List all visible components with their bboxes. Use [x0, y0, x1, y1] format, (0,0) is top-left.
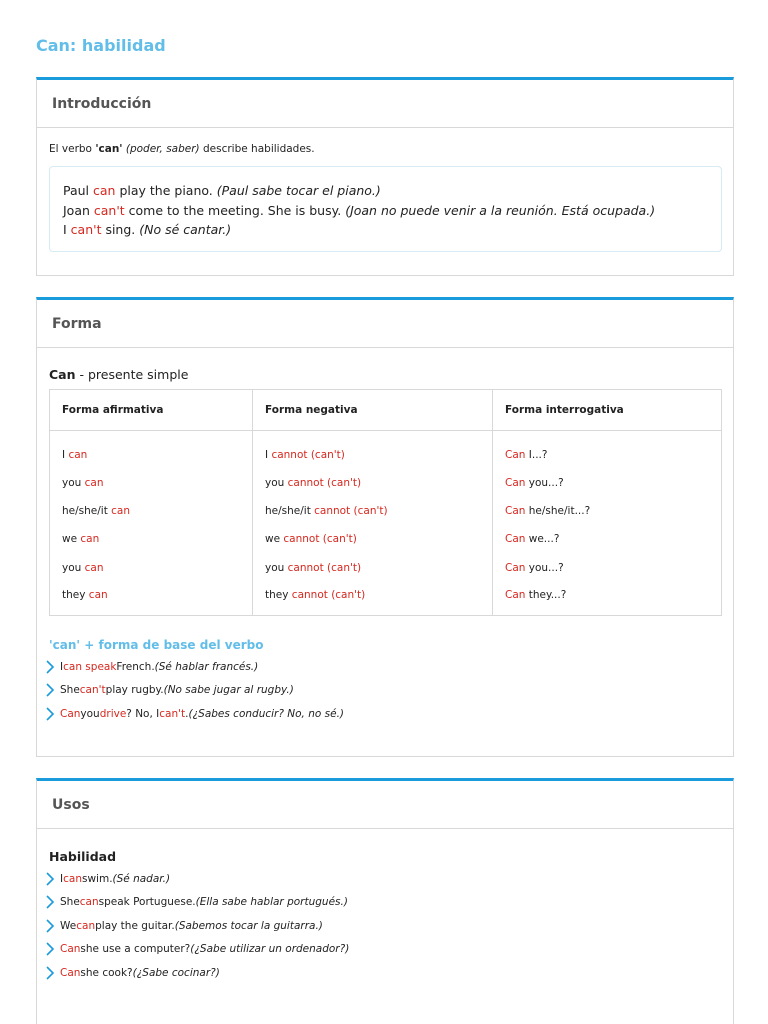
example-text: French. — [116, 660, 155, 673]
example-translation: (Sabemos tocar la guitarra.) — [174, 919, 323, 932]
example-highlight: can't — [159, 707, 186, 720]
cell-text: they — [62, 589, 89, 602]
example-highlight: can — [63, 872, 82, 885]
example-text: . — [185, 707, 189, 720]
example-text: play the piano. — [115, 183, 217, 198]
cell-highlight: cannot (can't) — [291, 589, 366, 602]
list-item — [45, 891, 349, 915]
table-cell — [493, 497, 722, 525]
example-translation: (Paul sabe tocar el piano.) — [216, 183, 381, 198]
example-text: I — [63, 222, 71, 237]
example-highlight: can speak — [63, 660, 117, 673]
example-translation: (¿Sabe utilizar un ordenador?) — [190, 943, 350, 956]
chevron-right-icon — [45, 919, 55, 933]
intro-translation: (poder, saber) — [122, 143, 200, 155]
example-translation: (No sabe jugar al rugby.) — [163, 684, 294, 697]
cell-highlight: Can — [505, 504, 526, 517]
example-text: swim. — [81, 872, 113, 885]
list-item — [45, 938, 349, 962]
cell-text: I — [62, 448, 69, 461]
table-cell — [50, 431, 253, 469]
forma-subhead — [49, 367, 188, 382]
table-cell — [493, 431, 722, 469]
example-highlight: can't — [79, 684, 106, 697]
example-highlight: Can — [60, 707, 81, 720]
table-row — [50, 497, 722, 525]
subhead-bold: Can — [49, 367, 76, 382]
column-header: Forma negativa — [253, 390, 493, 431]
example-translation: (Joan no puede venir a la reunión. Está ocupada.) — [345, 202, 656, 218]
cell-text: we — [265, 533, 284, 546]
usos-example-list — [45, 867, 349, 985]
example-highlight: can — [93, 183, 116, 198]
table-cell — [253, 582, 493, 616]
list-item — [45, 679, 344, 703]
example-translation: (Ella sabe hablar portugués.) — [195, 896, 348, 909]
forma-example-list — [45, 655, 344, 726]
cell-text: you — [265, 561, 288, 574]
cell-highlight: Can — [505, 448, 526, 461]
chevron-right-icon — [45, 660, 55, 674]
intro-example — [63, 220, 721, 240]
example-text: you — [80, 707, 100, 720]
chevron-right-icon — [45, 895, 55, 909]
example-translation: (¿Sabes conducir? No, no sé.) — [188, 707, 345, 720]
cell-highlight: cannot (can't) — [287, 561, 362, 574]
example-highlight: drive — [99, 707, 127, 720]
chevron-right-icon — [45, 942, 55, 956]
example-text: speak Portuguese. — [98, 896, 196, 909]
cell-highlight: Can — [505, 533, 526, 546]
table-cell — [253, 525, 493, 553]
rule-title: 'can' + forma de base del verbo — [49, 638, 264, 652]
example-text: ? No, I — [126, 707, 160, 720]
intro-example-box — [49, 166, 722, 252]
chevron-right-icon — [45, 966, 55, 980]
usos-header: Usos — [37, 781, 733, 829]
example-text: I — [60, 660, 64, 673]
table-cell — [50, 582, 253, 616]
table-cell — [253, 431, 493, 469]
table-cell — [493, 553, 722, 581]
forma-card — [36, 297, 734, 757]
cell-highlight: can — [68, 448, 88, 461]
example-highlight: Can — [60, 966, 81, 979]
intro-text-end: describe habilidades. — [199, 143, 315, 155]
example-translation: (No sé cantar.) — [139, 222, 232, 237]
subhead-rest: - presente simple — [75, 367, 189, 382]
cell-highlight: Can — [505, 476, 526, 489]
table-cell — [253, 469, 493, 497]
table-cell — [253, 553, 493, 581]
cell-highlight: can — [84, 476, 104, 489]
table-row — [50, 469, 722, 497]
table-cell — [50, 525, 253, 553]
cell-highlight: cannot (can't) — [314, 504, 388, 517]
list-item — [45, 961, 349, 985]
table-cell — [493, 525, 722, 553]
example-translation: (Sé hablar francés.) — [154, 660, 259, 673]
cell-highlight: can — [80, 533, 100, 546]
table-cell — [50, 497, 253, 525]
example-highlight: can't — [93, 202, 125, 218]
table-row — [50, 431, 722, 469]
example-text: Paul — [63, 183, 94, 198]
intro-example — [63, 201, 721, 221]
intro-description — [49, 143, 315, 155]
cell-highlight: can — [84, 561, 104, 574]
table-cell — [50, 553, 253, 581]
intro-text: El verbo — [49, 143, 96, 155]
table-cell — [253, 497, 493, 525]
cell-text: I...? — [525, 448, 548, 461]
cell-text: you...? — [525, 561, 564, 574]
table-row — [50, 525, 722, 553]
cell-text: they...? — [525, 589, 567, 602]
cell-text: they — [265, 589, 292, 602]
table-cell — [50, 469, 253, 497]
cell-highlight: Can — [505, 561, 526, 574]
cell-text: he/she/it — [265, 504, 315, 517]
example-text: She — [60, 896, 80, 909]
chevron-right-icon — [45, 683, 55, 697]
example-text: come to the meeting. She is busy. — [124, 202, 346, 218]
cell-highlight: cannot (can't) — [287, 476, 362, 489]
example-text: She — [60, 684, 80, 697]
list-item — [45, 702, 344, 726]
cell-text: he/she/it...? — [525, 504, 591, 517]
list-item — [45, 655, 344, 679]
example-text: I — [60, 872, 64, 885]
chevron-right-icon — [45, 707, 55, 721]
cell-text: he/she/it — [62, 504, 112, 517]
example-text: Joan — [63, 202, 94, 218]
example-translation: (¿Sabe cocinar?) — [132, 966, 220, 979]
table-row — [50, 582, 722, 616]
cell-highlight: cannot (can't) — [283, 533, 357, 546]
forma-header: Forma — [37, 300, 733, 348]
example-text: play the guitar. — [95, 919, 175, 932]
intro-header: Introducción — [37, 80, 733, 128]
table-row — [50, 553, 722, 581]
cell-text: you...? — [525, 476, 564, 489]
cell-text: you — [62, 476, 85, 489]
example-translation: (Sé nadar.) — [112, 872, 171, 885]
table-cell — [493, 582, 722, 616]
list-item — [45, 867, 349, 891]
example-text: she use a computer? — [80, 943, 191, 956]
usos-subhead: Habilidad — [49, 849, 117, 864]
example-text: sing. — [101, 222, 140, 237]
list-item — [45, 914, 349, 938]
cell-text: you — [62, 561, 85, 574]
example-text: play rugby. — [105, 684, 164, 697]
page-title: Can: habilidad — [36, 36, 166, 55]
example-highlight: can — [76, 919, 96, 932]
cell-highlight: cannot (can't) — [271, 448, 345, 461]
example-highlight: can't — [70, 222, 102, 237]
example-text: We — [60, 919, 77, 932]
cell-highlight: can — [111, 504, 131, 517]
column-header: Forma afirmativa — [50, 390, 253, 431]
example-highlight: can — [79, 896, 99, 909]
example-text: she cook? — [80, 966, 133, 979]
usos-card — [36, 778, 734, 1024]
chevron-right-icon — [45, 872, 55, 886]
conjugation-table — [49, 389, 722, 616]
cell-highlight: can — [88, 589, 108, 602]
intro-card — [36, 77, 734, 276]
cell-text: you — [265, 476, 288, 489]
table-cell — [493, 469, 722, 497]
column-header: Forma interrogativa — [493, 390, 722, 431]
table-header-row — [50, 390, 722, 431]
cell-highlight: Can — [505, 589, 526, 602]
example-highlight: Can — [60, 943, 81, 956]
intro-can-word: 'can' — [95, 143, 123, 155]
intro-example — [63, 181, 721, 201]
cell-text: I — [265, 448, 272, 461]
cell-text: we — [62, 533, 81, 546]
cell-text: we...? — [525, 533, 560, 546]
